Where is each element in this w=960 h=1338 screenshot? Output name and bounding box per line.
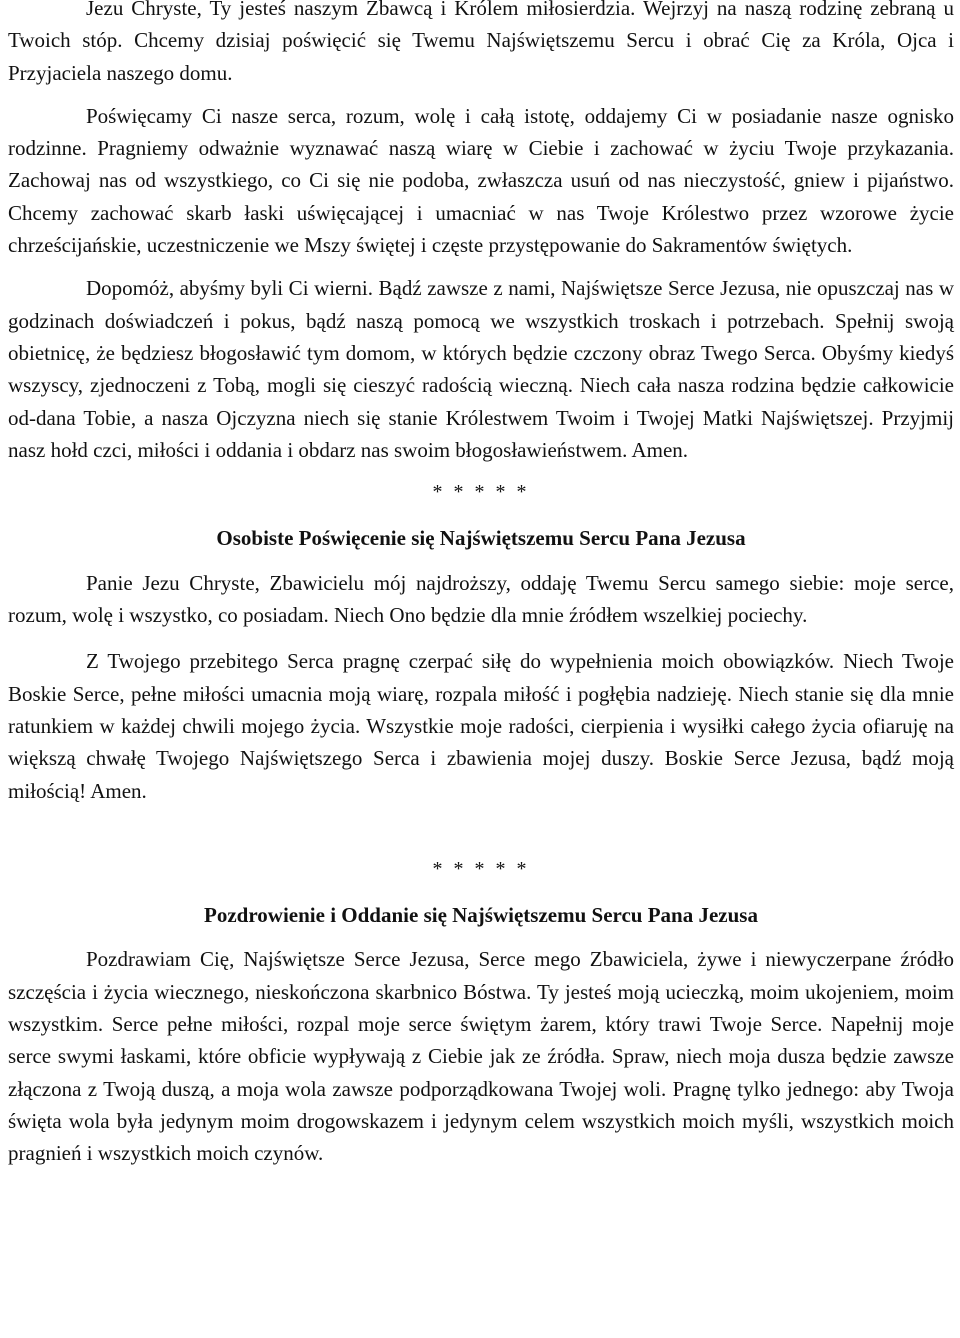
intro-paragraph-2: Poświęcamy Ci nasze serca, rozum, wolę i całą istotę, oddajemy Ci w posiadanie nasze ognisko rodzinne. Pragniemy odważnie wyznawać naszą wiarę w Ciebie i zachować w życiu Twoje przykazania. Zachowaj nas od wszystkiego, co Ci się nie podoba, zwłaszcza usuń od nas nieczystość, gniew i pijaństwo. Chcemy zachować skarb łaski uświęcającej i umacniać w nas Twoje Królestwo przez wzorowe życie chrześcijańskie, uczestniczenie we Mszy świętej i częste przystępowanie do Sakramentów świętych. [8, 103, 954, 258]
section1-paragraph-2: Z Twojego przebitego Serca pragnę czerpać siłę do wypełnienia moich obowiązków. Niech Twoje Boskie Serce, pełne miłości umacnia moją wiarę, rozpala miłość i pogłębia nadzieję. Niech stanie się dla mnie ratunkiem w każdej chwili mojego życia. Wszystkie moje radości, cierpienia i wysiłki całego życia ofiaruję na większą chwałę Twojego Najświętszego Serca i zbawienia mojej duszy. Boskie Serce Jezusa, bądź moją miłością! Amen. [8, 649, 954, 803]
section2-paragraph-1: Pozdrawiam Cię, Najświętsze Serce Jezusa, Serce mego Zbawiciela, żywe i niewyczerpane źródło szczęścia i życia wiecznego, nieskończona skarbnico Bóstwa. Ty jesteś moją ucieczką, moim ukojeniem, moim wszystkim. Serce pełne miłości, rozpal moje serce świętym żarem, który trawi Twoje Serce. Napełnij moje serce swymi łaskami, które obficie wypływają z Ciebie jak ze źródła. Spraw, niech moja dusza będzie zawsze złączona z Twoją duszą, a moja wola zawsze podporządkowana Twojej woli. Pragnę tylko jednego: aby Twoja święta wola była jedynym moim drogowskazem i jedynym celem wszystkich moich myśli, wszystkich moich pragnień i wszystkich moich czynów. [8, 947, 954, 1166]
section1-paragraph-1: Panie Jezu Chryste, Zbawicielu mój najdroższy, oddaję Twemu Sercu samego siebie: moje serce, rozum, wolę i wszystko, co posiadam. Niech Ono będzie dla mnie źródłem wszelkiej pociechy. [8, 570, 954, 628]
section-heading-personal-consecration: Osobiste Poświęcenie się Najświętszemu Sercu Pana Jezusa [216, 526, 746, 551]
section-separator: * * * * * [432, 481, 530, 504]
section-heading-greeting: Pozdrowienie i Oddanie się Najświętszemu Sercu Pana Jezusa [204, 903, 758, 928]
section-separator: * * * * * [432, 857, 530, 880]
intro-paragraph-1: Jezu Chryste, Ty jesteś naszym Zbawcą i Królem miłosierdzia. Wejrzyj na naszą rodzinę zebraną u Twoich stóp. Chcemy dzisiaj poświęcić się Twemu Najświętszemu Sercu i obrać Cię za Króla, Ojca i Przyjaciela naszego domu. [8, 0, 954, 85]
intro-paragraph-3: Dopomóż, abyśmy byli Ci wierni. Bądź zawsze z nami, Najświętsze Serce Jezusa, nie opuszczaj nas w godzinach doświadczeń i pokus, bądź naszą pomocą we wszystkich troskach i potrzebach. Spełnij swoją obietnicę, że będziesz błogosławić tym domom, w których będzie czczony obraz Twego Serca. Obyśmy kiedyś wszyscy, zjednoczeni z Tobą, mogli się cieszyć radością wieczną. Niech cała nasza rodzina będzie całkowicie od-dana Tobie, a nasza Ojczyzna niech się stanie Królestwem Twoim i Twojej Matki Najświętszej. Przyjmij nasz hołd czci, miłości i oddania i obdarz nas swoim błogosławieństwem. Amen. [8, 276, 954, 462]
